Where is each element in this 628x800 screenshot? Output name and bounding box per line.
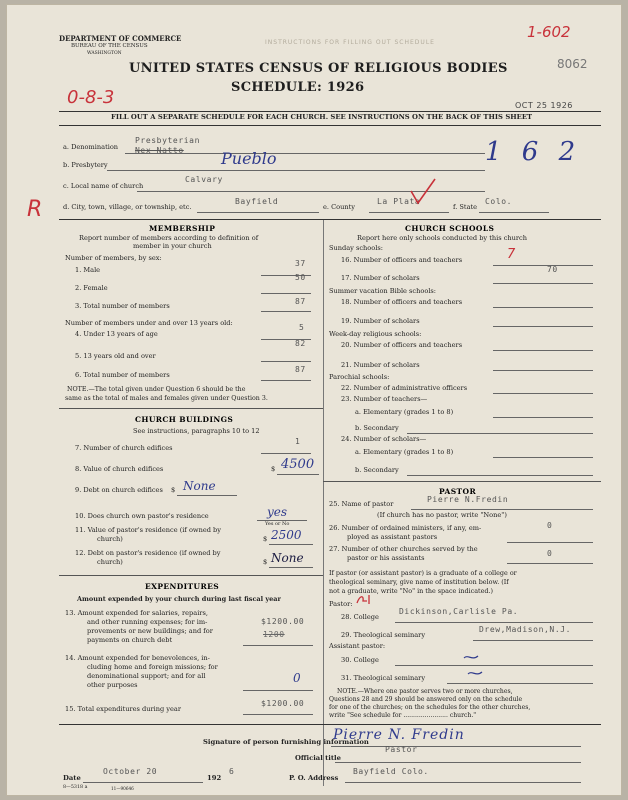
state-label: f. State: [453, 203, 478, 211]
q13-label-line3: provements or new buildings; and for: [87, 627, 213, 635]
q15-line: [243, 714, 313, 715]
q18-line: [493, 307, 593, 308]
membership-intro-line1: Report number of members according to definition of: [79, 234, 259, 242]
official-title-line: [335, 762, 581, 763]
state-line: [479, 212, 549, 213]
q12-dollar: $: [263, 558, 268, 566]
q3-line: [261, 311, 311, 312]
q26-label-line1: 26. Number of ordained ministers, if any, em-: [329, 524, 482, 532]
denomination-line: [125, 153, 485, 154]
buildings-title: CHURCH BUILDINGS: [135, 415, 234, 424]
city-value: Bayfield: [235, 197, 279, 206]
state-value: Colo.: [485, 197, 513, 206]
signature-label: Signature of person furnishing information: [203, 738, 369, 746]
q27-value: 0: [547, 549, 553, 558]
schools-title: CHURCH SCHOOLS: [405, 224, 495, 233]
q1-male-label: 1. Male: [75, 266, 101, 274]
department-name: DEPARTMENT OF COMMERCE: [59, 34, 182, 43]
q14-label-line2: cluding home and foreign missions; for: [87, 663, 218, 671]
q25-line: [411, 509, 593, 510]
q6-line: [261, 380, 311, 381]
q16-line: [493, 265, 593, 266]
q10-yes-no-note: Yes or No: [265, 521, 290, 527]
q19-line: [493, 326, 593, 327]
q22-label: 22. Number of administrative officers: [341, 384, 468, 392]
q2-female-label: 2. Female: [75, 284, 108, 292]
date-value: October 20: [103, 767, 158, 776]
schools-rule: [323, 481, 601, 482]
q5-line: [261, 361, 311, 362]
parochial-schools-heading: Parochial schools:: [329, 373, 390, 381]
form-title: UNITED STATES CENSUS OF RELIGIOUS BODIES: [129, 61, 508, 76]
separate-schedule-instruction: FILL OUT A SEPARATE SCHEDULE FOR EACH CHURCH. SEE INSTRUCTIONS ON THE BACK OF THIS SHEET: [111, 113, 533, 121]
presbytery-margin-code: 1 6 2: [485, 137, 582, 167]
signature-rule: [59, 724, 601, 725]
q4-under13-label: 4. Under 13 years of age: [75, 330, 158, 338]
members-by-sex-heading: Number of members, by sex:: [65, 254, 162, 262]
date-label: Date: [63, 774, 81, 782]
q31-label: 31. Theological seminary: [341, 674, 426, 682]
q16-value: 7: [507, 247, 516, 262]
q29-label: 29. Theological seminary: [341, 631, 426, 639]
q6-total-label: 6. Total number of members: [75, 371, 170, 379]
q13-value: $1200.00: [261, 617, 305, 626]
q5-over13-value: 82: [295, 339, 306, 348]
q13-line: [243, 645, 313, 646]
q20-line: [493, 350, 593, 351]
received-stamp-date: OCT 25 1926: [515, 101, 573, 110]
q1-male-value: 37: [295, 259, 306, 268]
pastor-title: PASTOR: [439, 487, 477, 496]
schools-intro: Report here only schools conducted by this church: [357, 234, 527, 242]
pastor-note-line4: write "See schedule for ....................... church.": [329, 712, 477, 719]
census-schedule-sheet: [6, 4, 622, 796]
q15-value: $1200.00: [261, 699, 305, 708]
q23-label: 23. Number of teachers—: [341, 395, 428, 403]
q25-value: Pierre N.Fredin: [427, 495, 509, 504]
grad-note-line2: theological seminary, give name of institution below. (If: [329, 578, 509, 586]
signature-line: [331, 746, 581, 747]
q3-total-label: 3. Total number of members: [75, 302, 170, 310]
po-address-label: P. O. Address: [289, 774, 339, 782]
expenditures-title: EXPENDITURES: [145, 582, 220, 591]
q23a-label: a. Elementary (grades 1 to 8): [355, 408, 454, 416]
schedule-title: SCHEDULE: 1926: [231, 80, 365, 95]
q9-value: None: [183, 479, 216, 493]
pastor-subheading: Pastor:: [329, 600, 353, 608]
presbytery-line: [107, 170, 485, 171]
q28-line: [395, 622, 593, 623]
q4-under13-value: 5: [299, 323, 305, 332]
q11-value: 2500: [271, 528, 302, 542]
sunday-schools-heading: Sunday schools:: [329, 244, 383, 252]
q14-line: [243, 690, 313, 691]
q11-label-line2: church): [97, 535, 123, 543]
q24a-line: [493, 457, 593, 458]
grad-note-line1: If pastor (or assistant pastor) is a graduate of a college or: [329, 569, 517, 577]
county-value: La Plata: [377, 197, 421, 206]
q14-label-line1: 14. Amount expended for benevolences, in-: [65, 654, 210, 662]
pastor-note-line2: Questions 28 and 29 should be answered only on the schedule: [329, 696, 523, 703]
q12-label-line1: 12. Debt on pastor's residence (if owned by: [75, 549, 221, 557]
q9-label: 9. Debt on church edifices: [75, 486, 163, 494]
q2-line: [261, 293, 311, 294]
q26-line: [507, 542, 593, 543]
q14-value: 0: [293, 671, 301, 685]
q24b-line: [407, 475, 593, 476]
q12-label-line2: church): [97, 558, 123, 566]
q12-line: [269, 567, 313, 568]
q24-label: 24. Number of scholars—: [341, 435, 427, 443]
q9-dollar: $: [171, 486, 176, 494]
q12-value: None: [271, 551, 304, 565]
stamp-number: 8062: [557, 57, 588, 71]
denomination-value: Presbyterian: [135, 136, 200, 145]
q24a-label: a. Elementary (grades 1 to 8): [355, 448, 454, 456]
q17-line: [493, 283, 593, 284]
q25-note: (If church has no pastor, write "None"): [377, 511, 507, 519]
q27-label-line1: 27. Number of other churches served by the: [329, 545, 478, 553]
county-line: [369, 212, 449, 213]
q21-line: [493, 370, 593, 371]
city-label: d. City, town, village, or township, etc.: [63, 203, 192, 211]
church-name-value: Calvary: [185, 175, 223, 184]
buildings-subtitle: See instructions, paragraphs 10 to 12: [133, 427, 260, 435]
q15-label: 15. Total expenditures during year: [65, 705, 181, 713]
q14-label-line4: other purposes: [87, 681, 138, 689]
q6-total-value: 87: [295, 365, 306, 374]
denomination-label: a. Denomination: [63, 143, 119, 151]
official-title-value: Pastor: [385, 745, 418, 754]
weekday-schools-heading: Week-day religious schools:: [329, 330, 422, 338]
presbytery-value: Pueblo: [221, 149, 277, 168]
city-line: [197, 212, 319, 213]
q11-dollar: $: [263, 535, 268, 543]
church-name-label: c. Local name of church: [63, 182, 144, 190]
presbytery-label: b. Presbytery: [63, 161, 108, 169]
membership-note-line1: NOTE.—The total given under Question 6 should be the: [67, 386, 246, 393]
q26-label-line2: ployed as assistant pastors: [347, 533, 438, 541]
q9-line: [177, 495, 237, 496]
q2-female-value: 50: [295, 273, 306, 282]
q30-line: [395, 665, 593, 666]
q18-label: 18. Number of officers and teachers: [341, 298, 463, 306]
header-rule-top: [59, 111, 601, 112]
county-label: e. County: [323, 203, 355, 211]
q16-label: 16. Number of officers and teachers: [341, 256, 463, 264]
bureau-name: BUREAU OF THE CENSUS: [71, 43, 148, 49]
summer-schools-heading: Summer vacation Bible schools:: [329, 287, 437, 295]
column-divider: [323, 220, 324, 786]
q3-total-value: 87: [295, 297, 306, 306]
q27-label-line2: pastor or his assistants: [347, 554, 425, 562]
po-address-value: Bayfield Colo.: [353, 767, 429, 776]
q28-label: 28. College: [341, 613, 379, 621]
section-rule: [59, 219, 601, 220]
q21-label: 21. Number of scholars: [341, 361, 420, 369]
q27-line: [507, 563, 593, 564]
year-suffix: 6: [229, 767, 235, 776]
q30-dash-mark-icon: [463, 653, 479, 661]
q10-label: 10. Does church own pastor's residence: [75, 512, 209, 520]
q23b-line: [407, 433, 593, 434]
q23b-label: b. Secondary: [355, 424, 399, 432]
po-address-line: [345, 782, 581, 783]
q13-struck-value: 1200: [263, 630, 285, 639]
q14-label-line3: denominational support; and for all: [87, 672, 206, 680]
city-name: WASHINGTON: [87, 51, 122, 56]
q22-line: [493, 393, 593, 394]
q24b-label: b. Secondary: [355, 466, 399, 474]
red-check-icon: [409, 177, 437, 207]
q8-line: [277, 474, 319, 475]
red-margin-mark: R: [27, 197, 43, 222]
q5-over13-label: 5. 13 years old and over: [75, 352, 156, 360]
q7-line: [261, 453, 311, 454]
red-code-left: 0-8-3: [67, 87, 115, 108]
red-code-top: 1-602: [527, 23, 571, 41]
q8-value: 4500: [281, 457, 315, 472]
q19-label: 19. Number of scholars: [341, 317, 420, 325]
q28-value: Dickinson,Carlisle Pa.: [399, 607, 519, 616]
q30-label: 30. College: [341, 656, 379, 664]
membership-title: MEMBERSHIP: [149, 224, 216, 233]
q25-label: 25. Name of pastor: [329, 500, 394, 508]
pastor-note-line1: NOTE.—Where one pastor serves two or more churches,: [337, 688, 513, 695]
q29-value: Drew,Madison,N.J.: [479, 625, 572, 634]
q7-value: 1: [295, 437, 301, 446]
q8-label: 8. Value of church edifices: [75, 465, 164, 473]
q17-value: 70: [547, 265, 558, 274]
assistant-pastor-subheading: Assistant pastor:: [329, 642, 386, 650]
q8-dollar: $: [271, 465, 276, 473]
members-by-age-heading: Number of members under and over 13 years old:: [65, 319, 233, 327]
form-code: 8—5318 a: [63, 785, 88, 790]
bleed-through-text: INSTRUCTIONS FOR FILLING OUT SCHEDULE: [265, 39, 435, 46]
pastor-note-line3: for one of the churches; on the schedules for the other churches,: [329, 704, 531, 711]
expenditures-intro: Amount expended by your church during last fiscal year: [77, 595, 281, 603]
grad-note-line3: not a graduate, write "No" in the space indicated.): [329, 587, 494, 595]
membership-note-line2: same as the total of males and females given under Question 3.: [65, 395, 268, 402]
q23a-line: [493, 417, 593, 418]
q20-label: 20. Number of officers and teachers: [341, 341, 463, 349]
q7-label: 7. Number of church edifices: [75, 444, 173, 452]
denomination-struck-text: Nex Natto: [135, 146, 184, 155]
q13-label-line4: payments on church debt: [87, 636, 173, 644]
red-pastor-mark-icon: [355, 593, 377, 607]
signature-value: Pierre N. Fredin: [333, 727, 465, 743]
q29-line: [473, 640, 593, 641]
q26-value: 0: [547, 521, 553, 530]
q17-label: 17. Number of scholars: [341, 274, 420, 282]
print-code: 11—90646: [111, 786, 134, 791]
buildings-rule: [59, 575, 323, 576]
q31-line: [447, 683, 593, 684]
membership-rule: [59, 408, 323, 409]
q10-value: yes: [267, 505, 288, 519]
membership-intro-line2: member in your church: [133, 242, 212, 250]
q11-label-line1: 11. Value of pastor's residence (if owned by: [75, 526, 221, 534]
official-title-label: Official title: [295, 754, 341, 762]
date-line: [83, 782, 203, 783]
q13-label-line1: 13. Amount expended for salaries, repairs,: [65, 609, 208, 617]
year-prefix: 192: [207, 774, 222, 782]
q31-dash-mark-icon: [467, 669, 483, 677]
q13-label-line2: and other running expenses; for im-: [87, 618, 208, 626]
header-rule-bottom: [59, 125, 601, 126]
q11-line: [269, 544, 313, 545]
